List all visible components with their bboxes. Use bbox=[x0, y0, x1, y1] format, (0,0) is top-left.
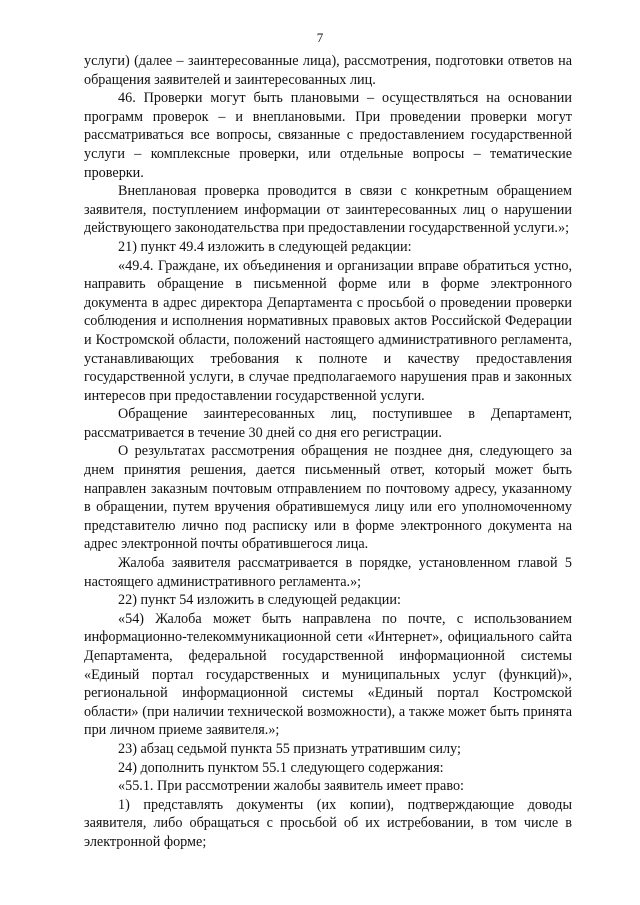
paragraph-appeal-consideration: Обращение заинтересованных лиц, поступившее в Департамент, рассматривается в течение 30 дней со дня его регистрации. bbox=[84, 406, 572, 441]
paragraph-clause-55-1: «55.1. При рассмотрении жалобы заявитель имеет право: bbox=[118, 778, 464, 795]
paragraph-review-results: О результатах рассмотрения обращения не позднее дня, следующего за днем принятия решения, дается письменный ответ, который может быть направлен заказным почтовым отправлением по почтовому адресу, указанному в обращении, путем вручения обратившемуся лицу или его уполномоченному представителю лично под расписку или в форме электронного документа на адрес электронной почты обратившегося лица. bbox=[84, 443, 572, 553]
paragraph-clause-46: 46. Проверки могут быть плановыми – осуществляться на основании программ проверок – и внеплановыми. При проведении проверки могут рассматриваться все вопросы, связанные с предоставлением государственной услуги – комплексные проверки, или отдельные вопросы – тематические проверки. bbox=[84, 90, 572, 181]
paragraph-clause-54: «54) Жалоба может быть направлена по почте, с использованием информационно-телекоммуникационной сети «Интернет», официального сайта Департамента, федеральной государственной информационной системы «Единый портал государственных и муниципальных услуг (функций)», региональной информационной системы «Единый портал Костромской области» (при наличии технической возможности), а также может быть принята при личном приеме заявителя.»; bbox=[84, 610, 572, 739]
paragraph-clause-49-4: «49.4. Граждане, их объединения и организации вправе обратиться устно, направить обращение в письменной форме или в форме электронного документа в адрес директора Департамента с просьбой о проведении проверки соблюдения и исполнения нормативных правовых актов Российской Федерации и Костромской области, положений настоящего административного регламента, устанавливающих требования к полноте и качеству предоставления государственной услуги, в случае предполагаемого нарушения прав и законных интересов при предоставлении государственной услуги. bbox=[84, 257, 572, 404]
paragraph-complaint-procedure: Жалоба заявителя рассматривается в порядке, установленном главой 5 настоящего административного регламента.»; bbox=[84, 555, 572, 590]
paragraph-amendment-23: 23) абзац седьмой пункта 55 признать утратившим силу; bbox=[118, 740, 461, 757]
paragraph-amendment-21: 21) пункт 49.4 изложить в следующей редакции: bbox=[118, 238, 412, 255]
paragraph-unscheduled-inspection: Внеплановая проверка проводится в связи с конкретным обращением заявителя, поступлением информации от заинтересованных лиц о нарушении действующего законодательства при предоставлении государственной услуги.»; bbox=[84, 183, 572, 237]
paragraph-amendment-24: 24) дополнить пунктом 55.1 следующего содержания: bbox=[118, 759, 444, 776]
paragraph-amendment-22: 22) пункт 54 изложить в следующей редакции: bbox=[118, 592, 401, 609]
paragraph-continuation: услуги) (далее – заинтересованные лица), рассмотрения, подготовки ответов на обращения заявителей и заинтересованных лиц. bbox=[84, 53, 572, 88]
page-number: 7 bbox=[316, 30, 324, 45]
paragraph-right-1: 1) представлять документы (их копии), подтверждающие доводы заявителя, либо обращаться с просьбой об их истребовании, в том числе в электронной форме; bbox=[84, 796, 572, 850]
document-body bbox=[84, 52, 572, 852]
